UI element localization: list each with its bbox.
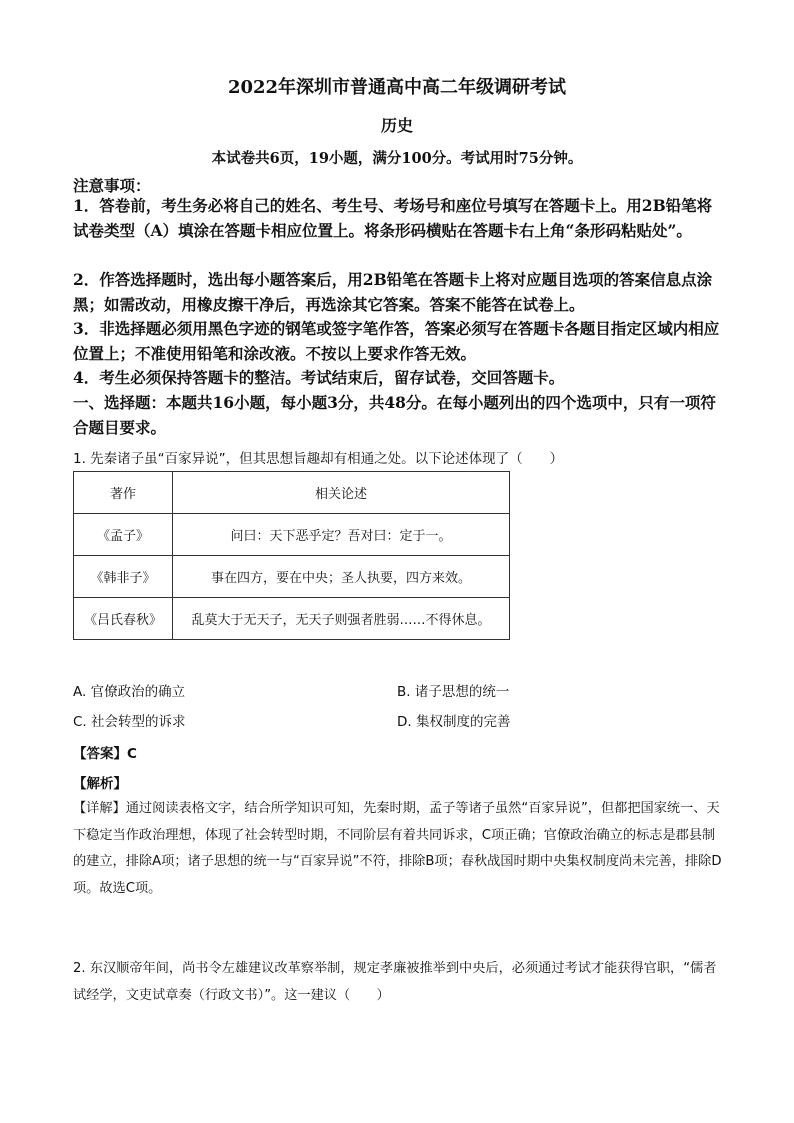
notice-item-4: 4．考生必须保持答题卡的整洁。考试结束后，留存试卷，交回答题卡。 — [73, 368, 565, 387]
option-a: A. 官僚政治的确立 — [73, 684, 186, 700]
notice-heading: 注意事项： — [73, 176, 151, 195]
table-header-cell: 相关论述 — [173, 472, 510, 514]
table-header-cell: 著作 — [74, 472, 173, 514]
table-cell: 《孟子》 — [74, 514, 173, 556]
table-cell: 《吕氏春秋》 — [74, 598, 173, 640]
table-cell: 事在四方，要在中央；圣人执要，四方来效。 — [173, 556, 510, 598]
analysis-label: 【解析】 — [73, 776, 127, 792]
detail-explanation: 【详解】通过阅读表格文字，结合所学知识可知，先秦时期，孟子等诸子虽然“百家异说”，但都把国家统一、天下稳定当作政治理想，体现了社会转型时期，不同阶层有着共同诉求，C项正确；官僚政治确立的标志是郡县制的建立，排除A项；诸子思想的统一与“百家异说”不符，排除B项；春秋战国时期中央集权制度尚未完善，排除D项。故选C项。 — [73, 801, 722, 896]
table-cell: 乱莫大于无天子，无天子则强者胜弱……不得休息。 — [173, 598, 510, 640]
subject-title: 历史 — [380, 116, 413, 135]
table-cell: 《韩非子》 — [74, 556, 173, 598]
option-d: D. 集权制度的完善 — [397, 714, 511, 730]
table-header-row — [74, 472, 510, 514]
question-1-table — [73, 471, 510, 640]
answer-label: 【答案】C — [73, 746, 137, 762]
notice-item-1: 1．答卷前，考生务必将自己的姓名、考生号、考场号和座位号填写在答题卡上。用2B铅笔将试卷类型（A）填涂在答题卡相应位置上。将条形码横贴在答题卡右上角“条形码粘贴处”。 — [73, 196, 713, 240]
question-2-stem: 2. 东汉顺帝年间，尚书令左雄建议改革察举制，规定孝廉被推举到中央后，必须通过考试才能获得官职，“儒者试经学，文吏试章奏（行政文书）”。这一建议（ ） — [73, 961, 717, 1003]
option-c: C. 社会转型的诉求 — [73, 714, 186, 730]
table-row — [74, 514, 510, 556]
exam-title: 2022年深圳市普通高中高二年级调研考试 — [227, 77, 567, 98]
table-row — [74, 556, 510, 598]
question-1-stem: 1. 先秦诸子虽“百家异说”，但其思想旨趣却有相通之处。以下论述体现了（ ） — [73, 451, 564, 467]
notice-item-2: 2．作答选择题时，选出每小题答案后，用2B铅笔在答题卡上将对应题目选项的答案信息点涂黑；如需改动，用橡皮擦干净后，再选涂其它答案。答案不能答在试卷上。 — [73, 270, 713, 314]
option-b: B. 诸子思想的统一 — [397, 684, 510, 700]
table-cell: 问曰：天下恶乎定？吾对曰：定于一。 — [173, 514, 510, 556]
notice-item-3: 3．非选择题必须用黑色字迹的钢笔或签字笔作答，答案必须写在答题卡各题目指定区域内相应位置上；不准使用铅笔和涂改液。不按以上要求作答无效。 — [73, 319, 720, 363]
table-row — [74, 598, 510, 640]
exam-info: 本试卷共6页，19小题，满分100分。考试用时75分钟。 — [211, 150, 583, 167]
section-heading: 一、选择题：本题共16小题，每小题3分，共48分。在每小题列出的四个选项中，只有一项符合题目要求。 — [73, 393, 716, 437]
